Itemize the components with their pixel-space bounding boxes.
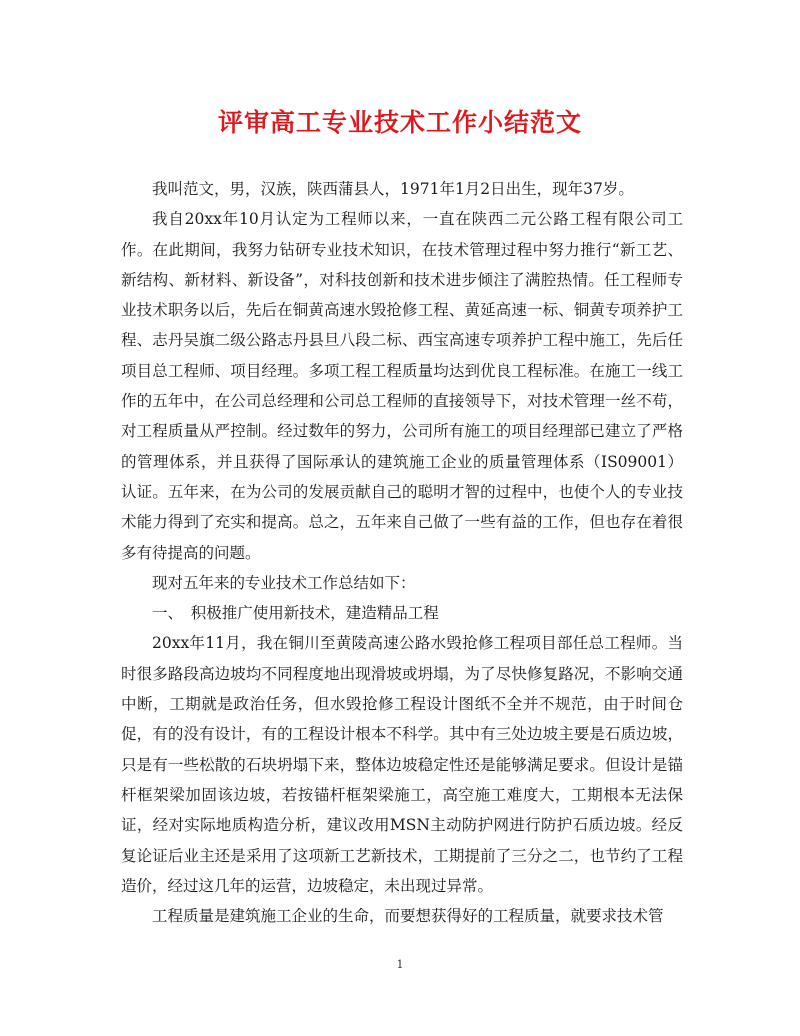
paragraph-work-history: 我自20xx年10月认定为工程师以来，一直在陕西二元公路工程有限公司工作。在此期间，我努力钻研专业技术知识，在技术管理过程中努力推行“新工艺、新结构、新材料、新设备”，对科技创新和技术进步倾注了满腔热情。任工程师专业技术职务以后，先后在铜黄高速水毁抢修工程、黄延高速一标、铜黄专项养护工程、志丹吴旗二级公路志丹县旦八段二标、西宝高速专项养护工程中施工，先后任项目总工程师、项目经理。多项工程工程质量均达到优良工程标准。在施工一线工作的五年中，在公司总经理和公司总工程师的直接领导下，对技术管理一丝不苟，对工程质量从严控制。经过数年的努力，公司所有施工的项目经理部已建立了严格的管理体系，并且获得了国际承认的建筑施工企业的质量管理体系（IS09001）认证。五年来，在为公司的发展贡献自己的聪明才智的过程中，也使个人的专业技术能力得到了充实和提高。总之，五年来自己做了一些有益的工作，但也存在着很多有待提高的问题。 — [121, 210, 683, 562]
section-heading-1: 一、 积极推广使用新技术，建造精品工程 — [152, 604, 439, 623]
paragraph-quality: 工程质量是建筑施工企业的生命，而要想获得好的工程质量，就要求技术管 — [152, 907, 664, 926]
paragraph-slope-project: 20xx年11月，我在铜川至黄陵高速公路水毁抢修工程项目部任总工程师。当时很多路段高边坡均不同程度地出现滑坡或坍塌，为了尽快修复路况，不影响交通中断，工期就是政治任务，但水毁抢修工程设计图纸不全并不规范，由于时间仓促，有的没有设计，有的工程设计根本不科学。其中有三处边坡主要是石质边坡，只是有一些松散的石块坍塌下来，整体边坡稳定性还是能够满足要求。但设计是锚杆框架梁加固该边坡，若按锚杆框架梁施工，高空施工难度大，工期根本无法保证，经对实际地质构造分析，建议改用MSN主动防护网进行防护石质边坡。经反复论证后业主还是采用了这项新工艺新技术，工期提前了三分之二，也节约了工程造价，经过这几年的运营，边坡稳定，未出现过异常。 — [121, 634, 683, 895]
page-number: 1 — [396, 958, 404, 971]
document-title: 评审高工专业技术工作小结范文 — [217, 108, 582, 137]
paragraph-personal-info: 我叫范文，男，汉族，陕西蒲县人，1971年1月2日出生，现年37岁。 — [152, 180, 634, 198]
paragraph-summary-intro: 现对五年来的专业技术工作总结如下： — [152, 573, 416, 592]
document-body — [121, 174, 683, 931]
